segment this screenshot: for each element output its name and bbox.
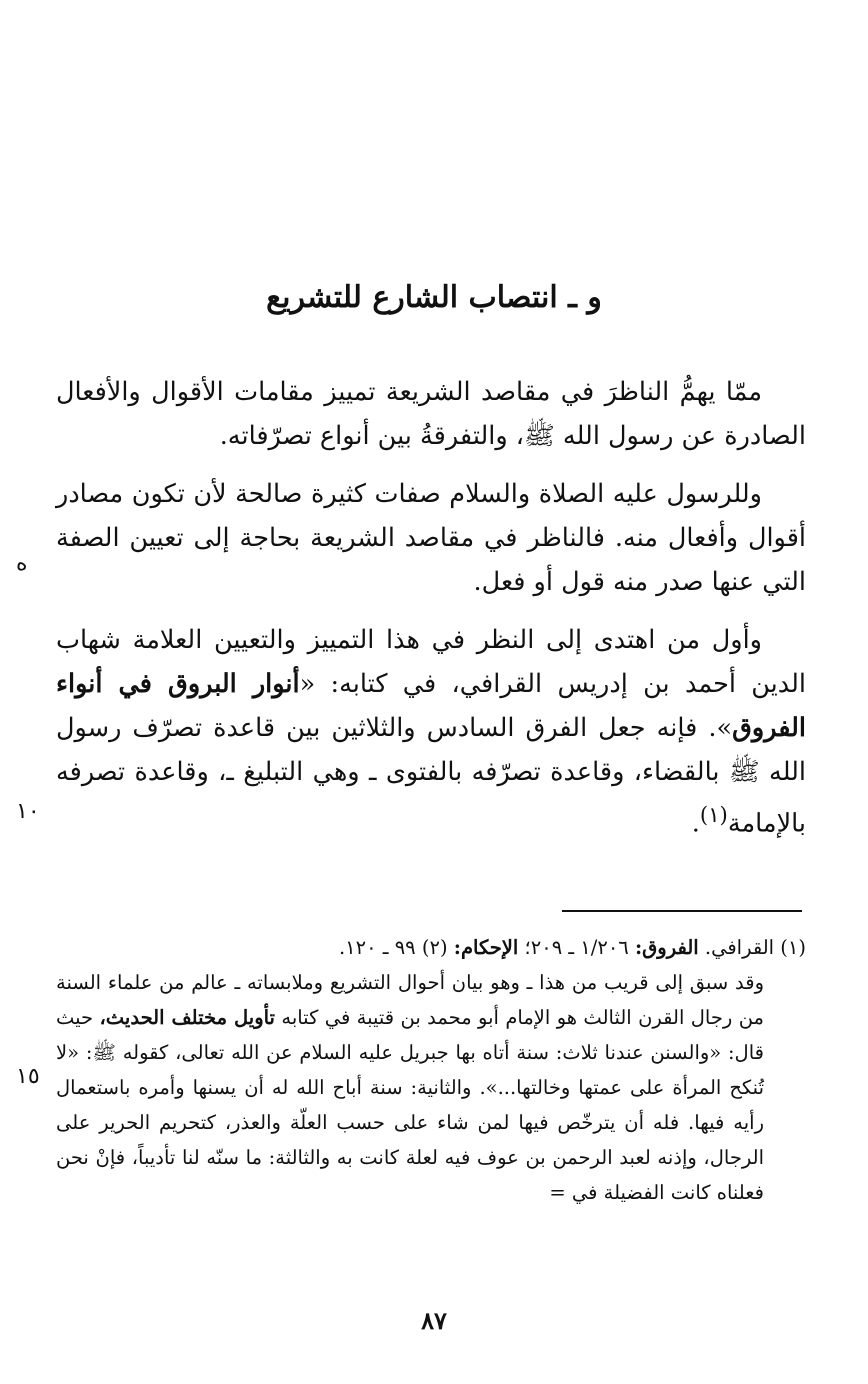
line-number-15: ١٥: [16, 1064, 40, 1089]
footnote-book-title: تأويل مختلف الحديث،: [99, 1006, 275, 1029]
page-number: ٨٧: [421, 1306, 447, 1335]
paragraph-3: [56, 618, 806, 846]
footnote-text-a: وقد سبق إلى قريب من هذا ـ وهو بيان أحوال التشريع وملابساته ـ عالم من علماء السنة من رجال القرن الثالث هو الإمام أبو محمد بن قتيبة في كتابه: [56, 971, 764, 1029]
main-text: [56, 370, 806, 846]
line-number-10: ١٠: [16, 799, 40, 824]
footnote-body: [56, 965, 806, 1210]
footnote-author: القرافي.: [704, 936, 775, 959]
paragraph-3-end: .: [691, 808, 700, 839]
footnote-marker: (١): [780, 936, 806, 959]
paragraph-2: [56, 472, 806, 604]
footnote-work-2: الإحكام:: [453, 936, 519, 959]
paragraph-2-text: وللرسول عليه الصلاة والسلام صفات كثيرة صالحة لأن تكون مصادر أقوال وأفعال منه. فالناظر في مقاصد الشريعة بحاجة إلى تعيين الصفة التي عنها صدر منه قول أو فعل.: [56, 479, 806, 597]
paragraph-1: [56, 370, 806, 458]
section-heading: و ـ انتصاب الشارع للتشريع: [266, 280, 602, 315]
line-number-5: ه: [16, 551, 28, 576]
footnote-separator: [562, 910, 802, 912]
footnote: [56, 930, 806, 1210]
footnote-work-1: الفروق:: [634, 936, 699, 959]
book-title: أنوار البروق في أنواء الفروق: [56, 669, 806, 743]
paragraph-3-text-b: ». فإنه جعل الفرق السادس والثلاثين بين قاعدة تصرّف رسول الله ﷺ بالقضاء، وقاعدة تصرّفه بالفتوى ـ وهي التبليغ ـ، وقاعدة تصرفه بالإمامة: [56, 713, 806, 839]
footnote-reference[interactable]: (١): [699, 803, 728, 828]
paragraph-3-text-a: وأول من اهتدى إلى النظر في هذا التمييز والتعيين العلامة شهاب الدين أحمد بن إدريس القرافي، في كتابه: «: [56, 625, 806, 699]
paragraph-1-text: ممّا يهمُّ الناظرَ في مقاصد الشريعة تمييز مقامات الأقوال والأفعال الصادرة عن رسول الله ﷺ، والتفرقةُ بين أنواع تصرّفاته.: [56, 377, 806, 451]
footnote-ref-2: (٢) ٩٩ ـ ١٢٠.: [338, 936, 448, 959]
footnote-citation: [56, 930, 806, 965]
footnote-ref-1: ١/٢٠٦ ـ ٢٠٩؛: [524, 936, 629, 959]
footnote-text-b: حيث قال: «والسنن عندنا ثلاث: سنة أتاه بها جبريل عليه السلام عن الله تعالى، كقوله ﷺ: «لا تُنكح المرأة على عمتها وخالتها...». والثانية: سنة أباح الله له أن يسنها وأمره باستعمال رأيه فيها. فله أن يترخّص فيها لمن شاء على حسب العلّة والعذر، كتحريم الحرير على الرجال، وإذنه لعبد الرحمن بن عوف فيه لعلة كانت به والثالثة: ما سنّه لنا تأديباً، فإنْ نحن فعلناه كانت الفضيلة في =: [56, 1006, 764, 1204]
